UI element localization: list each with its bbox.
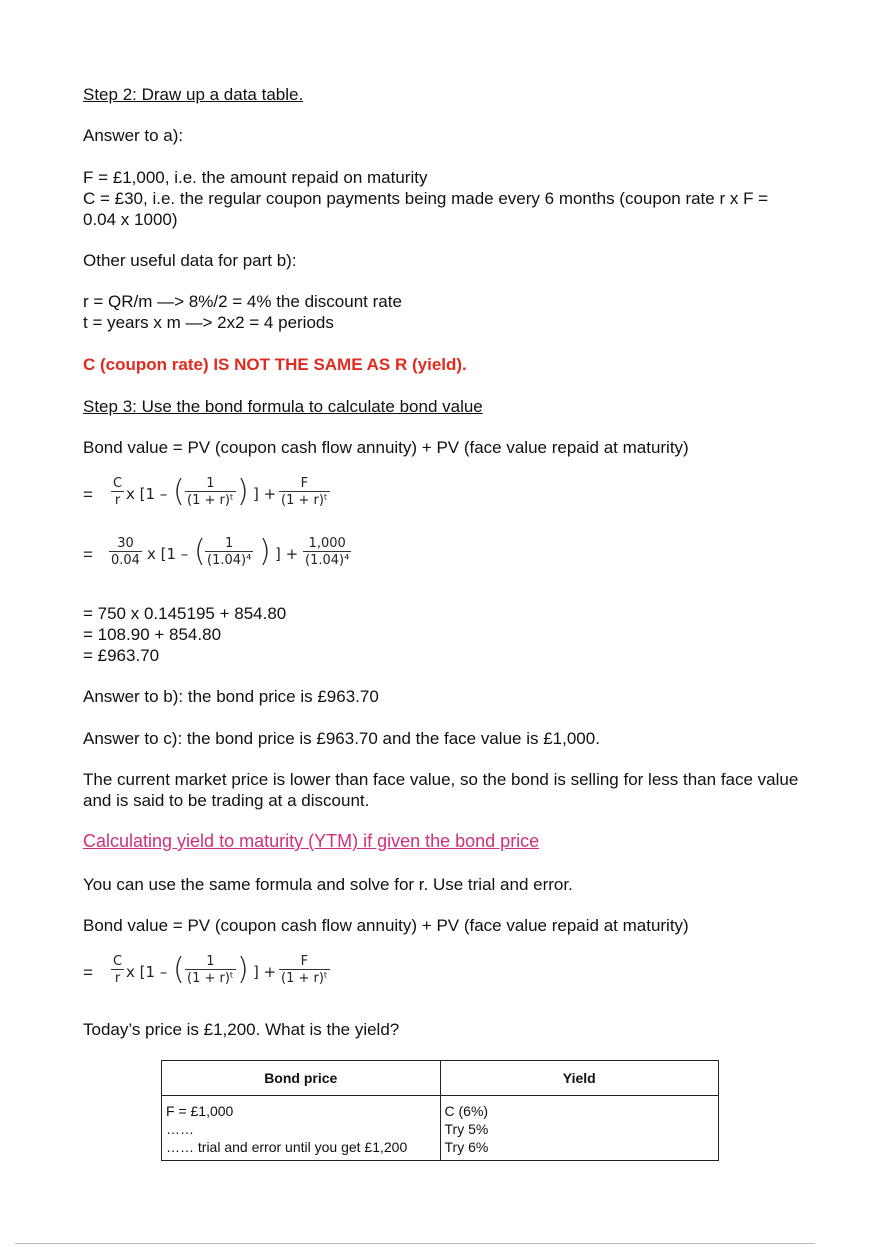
yield-cell: C (6%) Try 5% Try 6%	[440, 1096, 719, 1161]
yield-header: Yield	[440, 1061, 719, 1096]
answer-a-label: Answer to a):	[83, 126, 184, 145]
f-definition: F = £1,000, i.e. the amount repaid on maturity	[83, 168, 428, 187]
footer-divider	[15, 1243, 815, 1244]
calc-line-2: = 108.90 + 854.80	[83, 625, 222, 644]
step3-heading: Step 3: Use the bond formula to calculate bond value	[83, 397, 483, 416]
answer-c: Answer to c): the bond price is £963.70 and the face value is £1,000.	[83, 729, 600, 748]
discount-fraction: $\frac{1}{\text{(1 + r)ᵗ}}$	[187, 954, 234, 986]
market-price-explanation: The current market price is lower than face value, so the bond is selling for less than face value and is said to be trading at a discount.	[83, 770, 799, 810]
bond-price-cell: F = £1,000 …… …… trial and error until you get £1,200	[162, 1096, 441, 1161]
warning-text: C (coupon rate) IS NOT THE SAME AS R (yield).	[83, 355, 467, 374]
yield-question: Today’s price is £1,200. What is the yield?	[83, 1020, 400, 1039]
discount-fraction: $\frac{1}{\text{(1 + r)ᵗ}}$	[187, 476, 234, 508]
bond-formula-numeric: = $\frac{30}{0.04}$ x [1 – ( $\frac{1}{\text{(1.04)⁴}}$ ) ] + $\frac{1,000}{\text{(1.04)⁴}}$	[83, 534, 350, 569]
r-definition: r = QR/m —> 8%/2 = 4% the discount rate	[83, 292, 402, 311]
coupon-over-rate-fraction: $\frac{30}{0.04}$	[111, 536, 140, 568]
equals-sign: =	[83, 963, 93, 982]
face-value-fraction: $\frac{F}{\text{(1 + r)ᵗ}}$	[281, 954, 328, 986]
ytm-heading: Calculating yield to maturity (YTM) if given the bond price	[83, 831, 540, 851]
calc-line-3: = £963.70	[83, 646, 160, 665]
face-value-fraction-numeric: $\frac{1,000}{\text{(1.04)⁴}}$	[305, 536, 350, 568]
bond-value-text-2: Bond value = PV (coupon cash flow annuity) + PV (face value repaid at maturity)	[83, 916, 689, 935]
bond-formula-general-2: = $\frac{C}{r}$ x [1 – ( $\frac{1}{\text{(1 + r)ᵗ}}$ ) ] + $\frac{F}{\text{(1 + r)ᵗ}}$	[83, 952, 328, 987]
bond-price-header: Bond price	[162, 1061, 441, 1096]
table-row	[162, 1096, 719, 1161]
equals-sign: =	[83, 485, 93, 504]
equals-sign: =	[83, 545, 93, 564]
face-value-fraction: $\frac{F}{\text{(1 + r)ᵗ}}$	[281, 476, 328, 508]
c-over-r-fraction: $\frac{C}{r}$	[113, 954, 123, 986]
table-header-row	[162, 1061, 719, 1096]
c-definition: C = £30, i.e. the regular coupon payments being made every 6 months (coupon rate r x F = 0.04 x 1000)	[83, 189, 769, 229]
bond-formula-general: = $\frac{C}{r}$ x [1 – ( $\frac{1}{\text{(1 + r)ᵗ}}$ ) ] + $\frac{F}{\text{(1 + r)ᵗ}}$	[83, 474, 328, 509]
bond-value-text: Bond value = PV (coupon cash flow annuity) + PV (face value repaid at maturity)	[83, 438, 689, 457]
other-data-label: Other useful data for part b):	[83, 251, 297, 270]
step2-heading: Step 2: Draw up a data table.	[83, 85, 304, 104]
discount-fraction-numeric: $\frac{1}{\text{(1.04)⁴}}$	[207, 536, 252, 568]
answer-b: Answer to b): the bond price is £963.70	[83, 687, 379, 706]
yield-trial-table	[161, 1060, 719, 1161]
calc-line-1: = 750 x 0.145195 + 854.80	[83, 604, 287, 623]
t-definition: t = years x m —> 2x2 = 4 periods	[83, 313, 334, 332]
ytm-instructions: You can use the same formula and solve for r. Use trial and error.	[83, 875, 573, 894]
c-over-r-fraction: $\frac{C}{r}$	[113, 476, 123, 508]
